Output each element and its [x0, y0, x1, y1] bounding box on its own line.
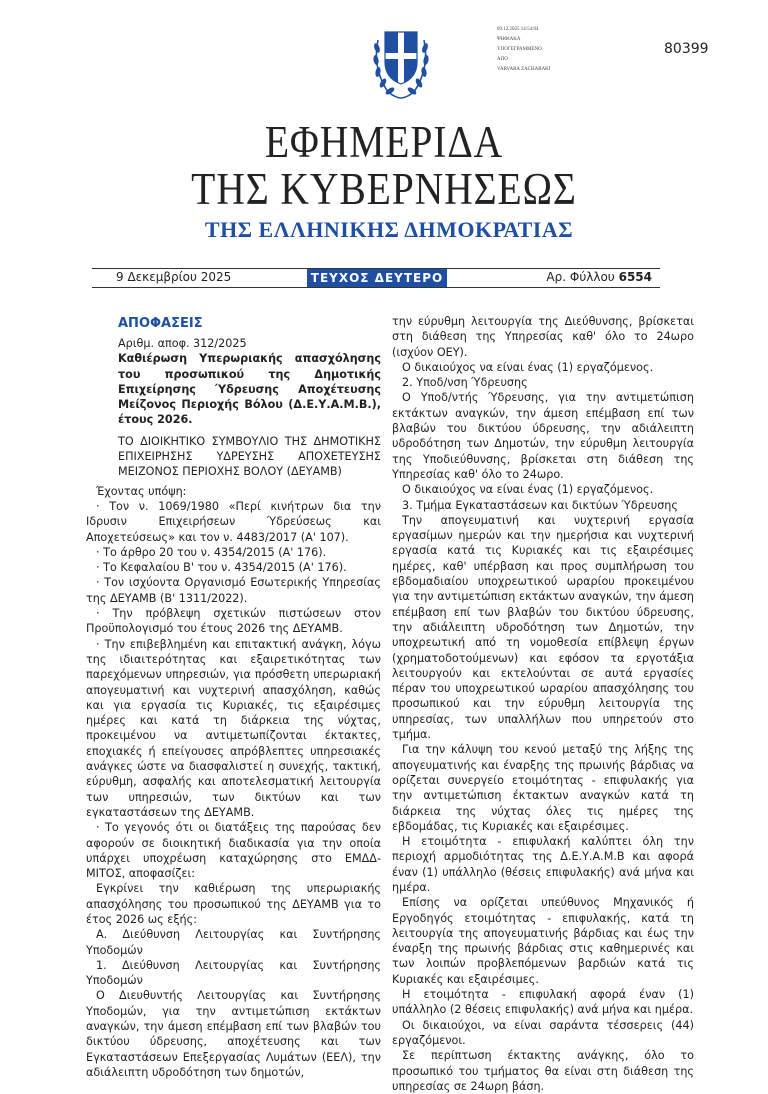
paragraph: · Την πρόβλεψη σχετικών πιστώσεων στον Προϋπολογισμό του έτους 2026 της ΔΕΥΑΜΒ.: [86, 607, 381, 636]
paragraph: · Την επιβεβλημένη και επιτακτική ανάγκη, λόγω της ιδιαιτερότητας και εξαιρετικότητας των παρεχόμενων υπηρεσιών, για πρόσθετη υπερωριακή απογευματινή και νυχτερινή απασχόληση, καθώς και για εργασία τις Κυριακές, τις εξαιρέσιμες ημέρες και κατά τη διάρκεια της νύχτας, προκειμένου να αντιμετωπίζονται έκτακτες, εποχιακές ή επείγουσες απρόβλεπτες υπηρεσιακές ανάγκες ώστε να διασφαλιστεί η συνεχής, τακτική, εύρυθμη, ασφαλής και αποτελεσματική λειτουργία των υπηρεσιών, των δικτύων και των εγκαταστάσεων της ΔΕΥΑΜΒ.: [86, 637, 381, 819]
issue-date: 9 Δεκεμβρίου 2025: [116, 270, 232, 284]
issue-series: ΤΕΥΧΟΣ ΔΕΥΤΕΡΟ: [307, 269, 447, 287]
gazette-subtitle: ΤΗΣ ΕΛΛΗΝΙΚΗΣ ΔΗΜΟΚΡΑΤΙΑΣ: [204, 217, 574, 242]
left-column: [86, 314, 381, 1080]
sheet-label: Αρ. Φύλλου: [546, 270, 615, 284]
issue-info-band: [92, 268, 660, 288]
paragraph: Την απογευματινή και νυχτερινή εργασία εργασίμων ημερών και την ημερήσια και νυχτερινή εργασία κατά τις Κυριακές και τις εξαιρέσιμες ημέρες, καθ' υπέρβαση και προς συμπλήρωση του εβδομαδιαίου υποχρεωτικού ωραρίου προκειμένου για την αντιμετώπιση εκτάκτων αναγκών, την άμεση επέμβαση επί των βλαβών του δικτύου ύδρευσης, την αδιάλειπτη υδροδότηση των Δημοτών, την υποχρεωτική από τη νομοθεσία επίβλεψη έργων (χρηματοδοτούμενων) και εφόσον τα εργοτάξια λειτουργούν και εκτελούνται σε αυτά εργασίες πέραν του υποχρεωτικού ωραρίου απασχόλησης του προσωπικού και την εύρυθμη λειτουργία της υπηρεσίας, των υπαλλήλων που υπηρετούν στο τμήμα.: [392, 513, 694, 742]
signature-line: ΑΠΟ: [497, 57, 508, 62]
paragraph: Οι δικαιούχοι, να είναι σαράντα τέσσερεις (44) εργαζόμενοι.: [392, 1018, 694, 1047]
paragraph: · Το γεγονός ότι οι διατάξεις της παρούσας δεν αφορούν σε διοικητική διαδικασία για την οποία υπάρχει υποχρέωση καταχώρησης στο ΕΜΔΔ-ΜΙΤΟΣ, αποφασίζει:: [86, 821, 381, 881]
signature-line: ΥΠΟΓΕΓΡΑΜΜΕΝΟ: [497, 47, 542, 52]
sheet-value: 6554: [618, 270, 652, 284]
paragraph: Α. Διεύθυνση Λειτουργίας και Συντήρησης Υποδομών: [86, 928, 381, 957]
greek-coat-of-arms-icon: [368, 18, 434, 100]
paragraph: 2. Υποδ/νση Ύδρευσης: [402, 376, 528, 390]
signature-line: ΨΗΦΙΑΚΑ: [497, 37, 521, 42]
paragraph: Επίσης να ορίζεται υπεύθυνος Μηχανικός ή Εργοδηγός ετοιμότητας - επιφυλακής, κατά τη λειτουργία της απογευματινής βάρδιας και έως την έναρξη της πρωινής βάρδιας στις καθημερινές και των λοιπών προβλεπόμενων βαρδιών κατά τις Κυριακές και εξαιρέσιμες.: [392, 896, 694, 986]
paragraph: Εγκρίνει την καθιέρωση της υπερωριακής απασχόλησης του προσωπικού της ΔΕΥΑΜΒ για το έτος 2026 ως εξής:: [86, 882, 381, 926]
digital-signature-stamp: [497, 25, 550, 75]
signature-line: VARVARA ZACHARAKI: [497, 67, 551, 72]
issuing-board: ΤΟ ΔΙΟΙΚΗΤΙΚΟ ΣΥΜΒΟΥΛΙΟ ΤΗΣ ΔΗΜΟΤΙΚΗΣ ΕΠΙΧΕΙΡΗΣΗΣ ΥΔΡΕΥΣΗΣ ΑΠΟΧΕΤΕΥΣΗΣ ΜΕΙΖΟΝΟΣ ΠΕΡΙΟΧΗΣ ΒΟΛΟΥ (ΔΕΥΑΜΒ): [118, 434, 381, 479]
paragraph: 1. Διεύθυνση Λειτουργίας και Συντήρησης Υποδομών: [86, 958, 381, 988]
decision-title: Καθιέρωση Υπερωριακής απασχόλησης του προσωπικού της Δημοτικής Επιχείρησης Ύδρευσης Αποχέτευσης Μείζονος Περιοχής Βόλου (Δ.Ε.Υ.Α.Μ.Β.), έτους 2026.: [118, 352, 381, 427]
signature-line: 09.12.2025 14:54:04: [497, 27, 539, 32]
gazette-title-line1: ΕΦΗΜΕΡΙΔΑ: [264, 117, 504, 167]
page-number: 80399: [664, 41, 709, 57]
paragraph: Σε περίπτωση έκτακτης ανάγκης, όλο το προσωπικό του τμήματος θα είναι στη διάθεση της υπηρεσίας σε 24ωρη βάση.: [392, 1049, 694, 1093]
paragraph: 3. Τμήμα Εγκαταστάσεων και δικτύων Ύδρευσης: [402, 498, 678, 512]
paragraph: · Τον ισχύοντα Οργανισμό Εσωτερικής Υπηρεσίας της ΔΕΥΑΜΒ (Β' 1311/2022).: [86, 576, 381, 605]
paragraph: Η ετοιμότητα - επιφυλακή καλύπτει όλη την περιοχή αρμοδιότητας της Δ.Ε.Υ.Α.Μ.Β και αφορά έναν (1) υπάλληλο (θέσεις επιφυλακής) ανά μήνα και ημέρα.: [392, 835, 694, 894]
paragraph: Η ετοιμότητα - επιφυλακή αφορά έναν (1) υπάλληλο (2 θέσεις επιφυλακής) ανά μήνα και ημέρα.: [392, 988, 694, 1017]
decision-number: Αριθμ. αποφ. 312/2025: [118, 337, 247, 350]
paragraph: Ο δικαιούχος να είναι ένας (1) εργαζόμενος.: [402, 483, 654, 497]
paragraph: · Το άρθρο 20 του ν. 4354/2015 (Α' 176).: [96, 545, 327, 559]
right-column: [392, 314, 694, 1094]
gazette-title-line2: ΤΗΣ ΚΥΒΕΡΝΗΣΕΩΣ: [191, 164, 577, 214]
paragraph: Ο Υποδ/ντής Ύδρευσης, για την αντιμετώπιση εκτάκτων αναγκών, την άμεση επέμβαση επί των βλαβών του δικτύου ύδρευσης, την αδιάλειπτη υδροδότηση των Δημοτών, την εύρυθμη λειτουργία της Υποδιεύθυνσης, βρίσκεται στη διάθεση της Υπηρεσίας καθ' όλο το 24ωρο.: [392, 391, 694, 481]
sheet-number: [546, 270, 652, 284]
paragraph: Ο Διευθυντής Λειτουργίας και Συντήρησης Υποδομών, για την αντιμετώπιση εκτάκτων αναγκών, την άμεση επέμβαση επί των βλαβών του δικτύου ύδρευσης, αποχέτευσης και των Εγκαταστάσεων Επεξεργασίας Λυμάτων (ΕΕΛ), την αδιάλειπτη υδροδότηση των δημοτών,: [86, 989, 381, 1079]
paragraph: Για την κάλυψη του κενού μεταξύ της λήξης της απογευματινής και έναρξης της πρωινής βάρδιας να ορίζεται συνεργείο ετοιμότητας - επιφυλακής για την αντιμετώπιση έκτακτων αναγκών κατά τη διάρκεια της νύχτας όλες τις ημέρες της εβδομάδας, τις Κυριακές και εξαιρέσιμες.: [392, 743, 694, 833]
paragraph: Έχοντας υπόψη:: [96, 484, 187, 498]
paragraph: · Τον ν. 1069/1980 «Περί κινήτρων δια την Ιδρυσιν Επιχειρήσεων Ύδρεύσεως και Αποχετεύσεως» και τον ν. 4483/2017 (Α' 107).: [86, 499, 381, 544]
section-heading: ΑΠΟΦΑΣΕΙΣ: [118, 316, 203, 331]
paragraph: Ο δικαιούχος να είναι ένας (1) εργαζόμενος.: [402, 360, 654, 374]
paragraph: · Το Κεφαλαίου Β' του ν. 4354/2015 (Α' 176).: [96, 561, 347, 575]
paragraph: την εύρυθμη λειτουργία της Διεύθυνσης, βρίσκεται στη διάθεση της Υπηρεσίας καθ' όλο το 24ωρο (ισχύον ΟΕΥ).: [392, 315, 694, 359]
